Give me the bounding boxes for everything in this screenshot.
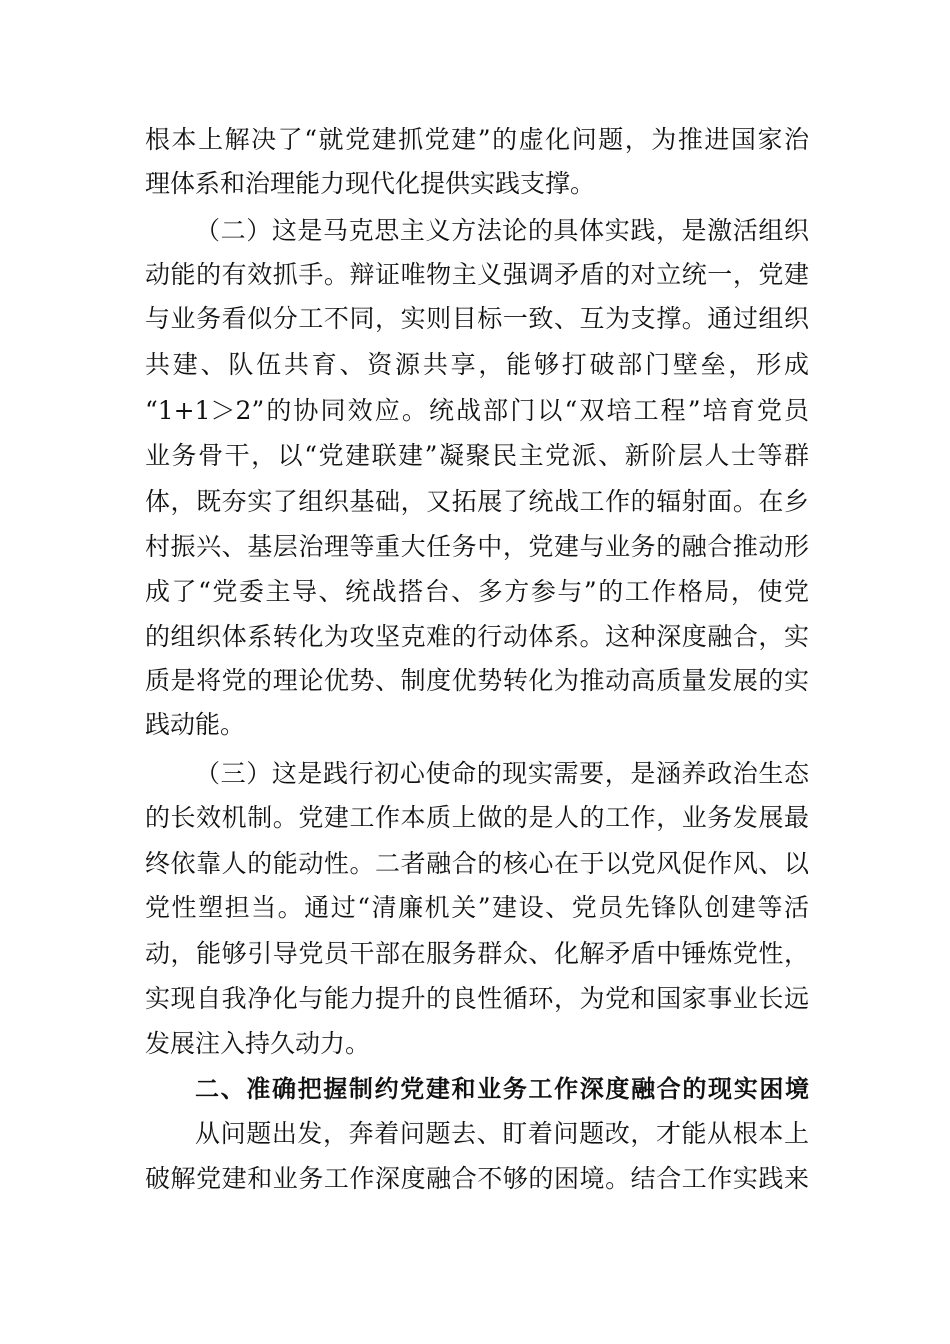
text-line: 践动能。 <box>145 710 246 739</box>
text-line: 与业务看似分工不同，实则目标一致、互为支撑。通过组织 <box>145 304 809 333</box>
text-line: 体，既夯实了组织基础，又拓展了统战工作的辐射面。在乡 <box>145 487 809 516</box>
paragraph-start-line: （二）这是马克思主义方法论的具体实践，是激活组织 <box>195 216 809 245</box>
text-line: 党性塑担当。通过“清廉机关”建设、党员先锋队创建等活 <box>145 893 809 922</box>
text-line: 成了“党委主导、统战搭台、多方参与”的工作格局，使党 <box>145 577 809 606</box>
text-line: 共建、队伍共育、资源共享，能够打破部门壁垒，形成 <box>145 350 809 379</box>
text-line: 的组织体系转化为攻坚克难的行动体系。这种深度融合，实 <box>145 622 809 651</box>
text-line: 终依靠人的能动性。二者融合的核心在于以党风促作风、以 <box>145 849 809 878</box>
text-line: 破解党建和业务工作深度融合不够的困境。结合工作实践来 <box>145 1164 809 1193</box>
text-line: 质是将党的理论优势、制度优势转化为推动高质量发展的实 <box>145 666 809 695</box>
text-line: 实现自我净化与能力提升的良性循环，为党和国家事业长远 <box>145 984 809 1013</box>
text-line: “1+1＞2”的协同效应。统战部门以“双培工程”培育党员 <box>145 396 809 425</box>
paragraph-start-line: 从问题出发，奔着问题去、盯着问题改，才能从根本上 <box>195 1119 809 1148</box>
text-line: 业务骨干，以“党建联建”凝聚民主党派、新阶层人士等群 <box>145 441 809 470</box>
text-line: 动，能够引导党员干部在服务群众、化解矛盾中锤炼党性， <box>145 939 809 968</box>
text-line: 发展注入持久动力。 <box>145 1029 371 1058</box>
text-line: 根本上解决了“就党建抓党建”的虚化问题，为推进国家治 <box>145 125 809 154</box>
text-line: 的长效机制。党建工作本质上做的是人的工作，业务发展最 <box>145 803 809 832</box>
text-line: 村振兴、基层治理等重大任务中，党建与业务的融合推动形 <box>145 532 809 561</box>
text-line: 理体系和治理能力现代化提供实践支撑。 <box>145 169 596 198</box>
section-heading: 二、准确把握制约党建和业务工作深度融合的现实困境 <box>195 1075 809 1103</box>
text-line: 动能的有效抓手。辩证唯物主义强调矛盾的对立统一，党建 <box>145 260 809 289</box>
paragraph-start-line: （三）这是践行初心使命的现实需要，是涵养政治生态 <box>195 759 809 788</box>
